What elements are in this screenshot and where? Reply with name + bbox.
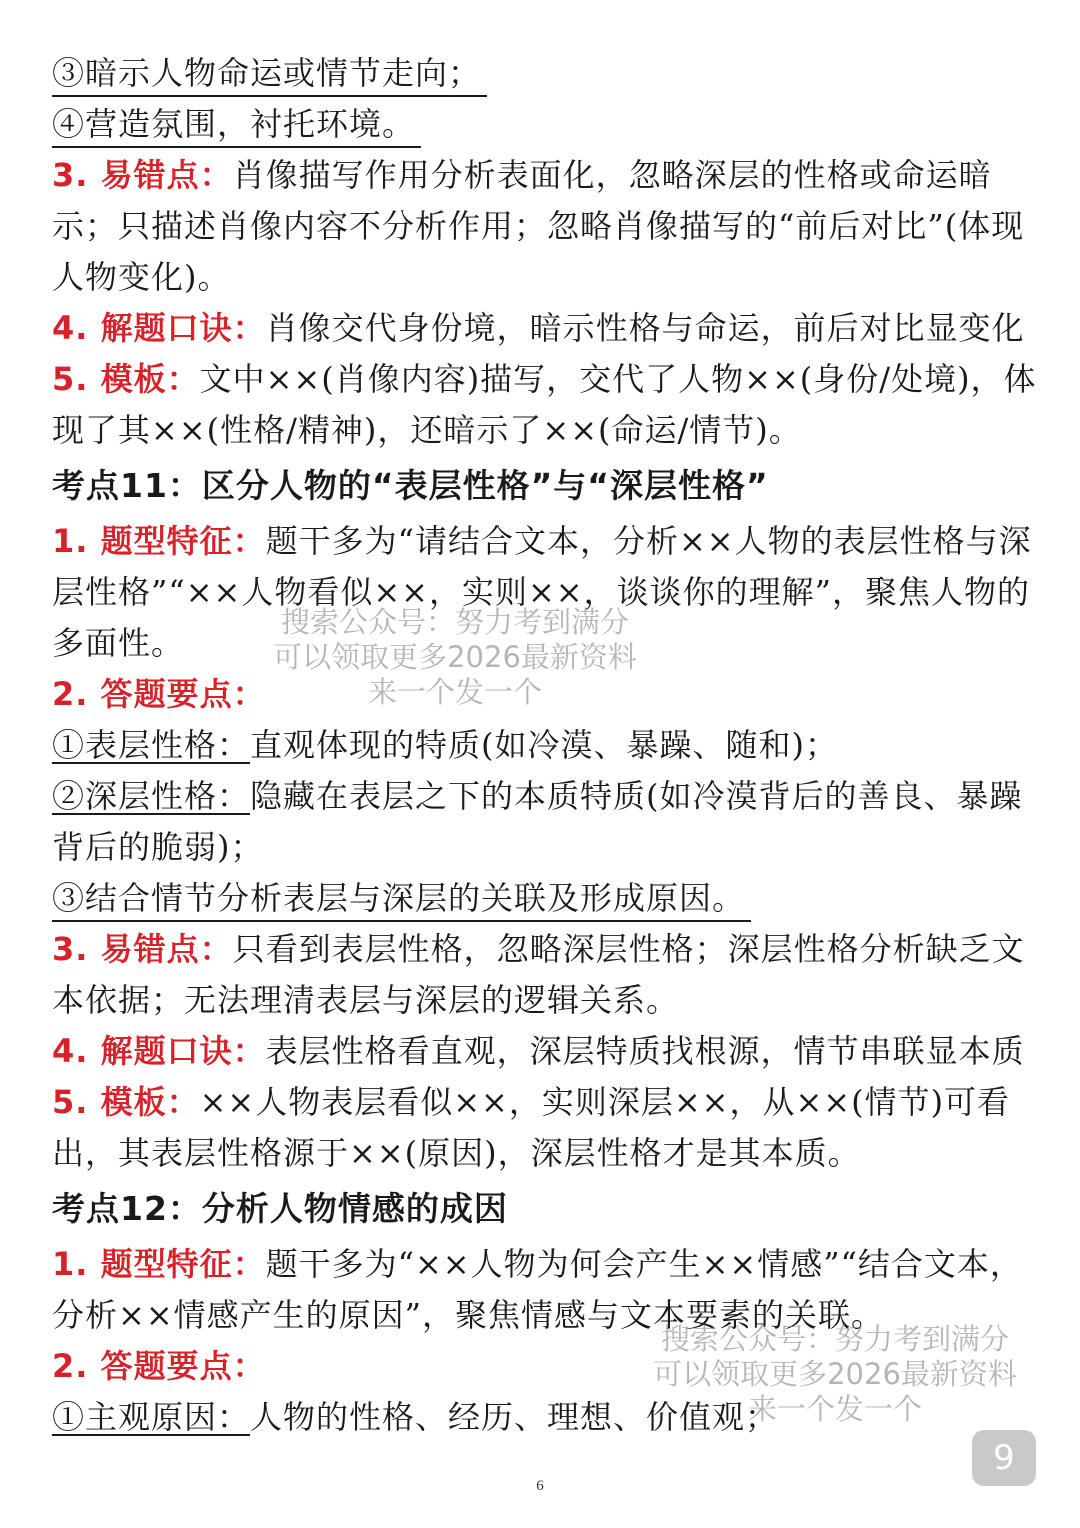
template-paragraph: 5. 模板：××人物表层看似××，实则深层××，从××(情节)可看出，其表层性格源于××(原因)，深层性格才是其本质。 [52,1083,1011,1172]
section-label: 5. 模板： [52,360,200,398]
section-label: 5. 模板： [52,1083,200,1121]
list-item: ①表层性格：直观体现的特质(如冷漠、暴躁、随和)； [52,726,838,764]
list-item: ②深层性格：隐藏在表层之下的本质特质(如冷漠背后的善良、暴躁背后的脆弱)； [52,777,1023,866]
feature-paragraph: 1. 题型特征：题干多为“请结合文本，分析××人物的表层性格与深层性格”“××人物看似××，实则××，谈谈你的理解”，聚焦人物的多面性。 [52,522,1032,662]
template-paragraph: 5. 模板：文中××(肖像内容)描写，交代了人物××(身份/处境)，体现了其××(性格/精神)，还暗示了××(命运/情节)。 [52,360,1037,449]
section-label: 2. 答题要点： [52,675,266,713]
item-label: ②深层性格： [52,777,251,815]
list-item: ③结合情节分析表层与深层的关联及形成原因。 [52,873,1037,924]
section-label: 3. 易错点： [52,930,233,968]
page-badge: 9 [972,1430,1036,1486]
document-body [52,48,1037,1443]
section-heading: 考点11：区分人物的“表层性格”与“深层性格” [52,466,769,505]
section-heading: 考点12：分析人物情感的成因 [52,1189,508,1228]
tip-line: 4. 解题口诀：表层性格看直观，深层特质找根源，情节串联显本质 [52,1032,1025,1070]
section-label: 3. 易错点： [52,156,233,194]
section-label: 4. 解题口诀： [52,1032,266,1070]
feature-paragraph: 1. 题型特征：题干多为“××人物为何会产生××情感”“结合文本，分析××情感产生的原因”，聚焦情感与文本要素的关联。 [52,1245,1023,1334]
section-label: 1. 题型特征： [52,1245,266,1283]
error-points-paragraph: 3. 易错点：肖像描写作用分析表面化，忽略深层的性格或命运暗示；只描述肖像内容不分析作用；忽略肖像描写的“前后对比”(体现人物变化)。 [52,156,1025,296]
list-item: ③暗示人物命运或情节走向； [52,48,1037,99]
section-label: 2. 答题要点： [52,1347,266,1385]
section-label: 4. 解题口诀： [52,309,266,347]
error-points-paragraph: 3. 易错点：只看到表层性格，忽略深层性格；深层性格分析缺乏文本依据；无法理清表层与深层的逻辑关系。 [52,930,1025,1019]
list-item: ④营造氛围，衬托环境。 [52,99,1037,150]
item-label: ①表层性格： [52,726,251,764]
watermark: 搜索公众号：努力考到满分 可以领取更多2026最新资料 来一个发一个 [273,605,637,709]
item-label: ①主观原因： [52,1398,251,1436]
watermark: 搜索公众号：努力考到满分 可以领取更多2026最新资料 来一个发一个 [653,1322,1017,1426]
section-label: 1. 题型特征： [52,522,266,560]
page-number: 6 [536,1478,544,1494]
list-item: ①主观原因：人物的性格、经历、理想、价值观； [52,1398,779,1436]
tip-line: 4. 解题口诀：肖像交代身份境，暗示性格与命运，前后对比显变化 [52,309,1025,347]
